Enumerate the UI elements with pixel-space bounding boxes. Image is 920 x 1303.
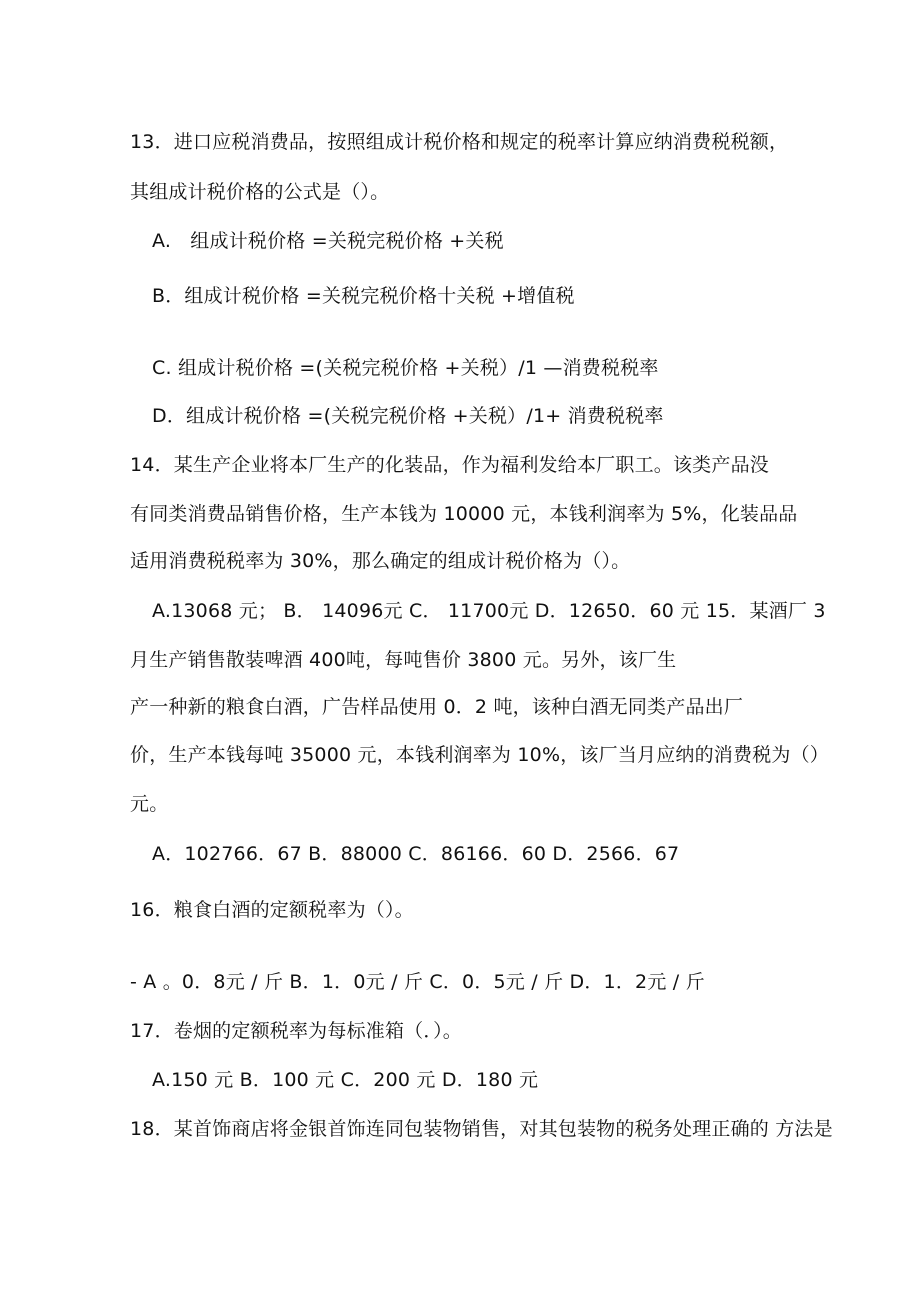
q18-stem-line1: 18．某首饰商店将金银首饰连同包装物销售，对其包装物的税务处理正确的 方法是	[130, 1118, 833, 1140]
q17-stem: 17．卷烟的定额税率为每标准箱（．）。	[130, 1020, 462, 1042]
q17-options: A.150 元 B．100 元 C．200 元 D．180 元	[152, 1069, 539, 1091]
q14-options-q15-start: A.13068 元； B． 14096元 C． 11700元 D．12650．60 元 15．某酒厂 3	[152, 600, 826, 622]
q15-stem-line2: 月生产销售散装啤酒 400吨，每吨售价 3800 元。另外，该厂生	[130, 649, 677, 671]
q15-stem-line5: 元。	[130, 793, 169, 815]
q14-stem-line3: 适用消费税税率为 30%，那么确定的组成计税价格为（）。	[130, 550, 631, 572]
q13-option-a: A. 组成计税价格 =关税完税价格 +关税	[152, 230, 504, 252]
q13-stem-line2: 其组成计税价格的公式是（）。	[130, 181, 390, 203]
q15-stem-line3: 产一种新的粮食白酒，广告样品使用 0．2 吨，该种白酒无同类产品出厂	[130, 696, 744, 718]
q15-options: A．102766．67 B．88000 C．86166．60 D．2566．67	[152, 843, 680, 865]
q16-options: - A 。0．8元 / 斤 B．1．0元 / 斤 C．0．5元 / 斤 D．1．2元 / 斤	[130, 971, 705, 993]
q14-stem-line2: 有同类消费品销售价格，生产本钱为 10000 元，本钱利润率为 5%，化装品品	[130, 503, 798, 525]
q13-stem-line1: 13．进口应税消费品，按照组成计税价格和规定的税率计算应纳消费税税额，	[130, 131, 789, 153]
q15-stem-line4: 价，生产本钱每吨 35000 元，本钱利润率为 10%，该厂当月应纳的消费税为（）	[130, 744, 829, 766]
q16-stem: 16．粮食白酒的定额税率为（）。	[130, 899, 414, 921]
q13-option-c: C. 组成计税价格 =(关税完税价格 +关税）/1 —消费税税率	[152, 357, 659, 379]
q13-option-b: B．组成计税价格 =关税完税价格十关税 +增值税	[152, 285, 575, 307]
q13-option-d: D．组成计税价格 =(关税完税价格 +关税）/1+ 消费税税率	[152, 405, 664, 427]
q14-stem-line1: 14．某生产企业将本厂生产的化装品，作为福利发给本厂职工。该类产品没	[130, 454, 769, 476]
